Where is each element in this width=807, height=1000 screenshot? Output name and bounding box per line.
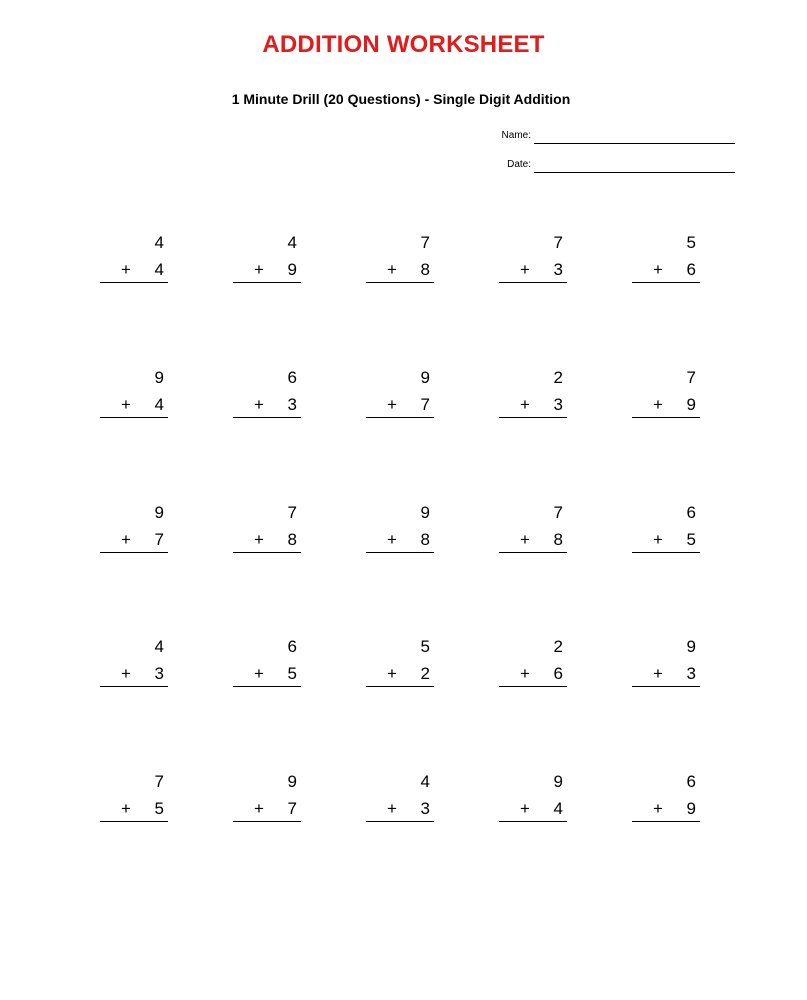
answer-line[interactable] [499,552,567,553]
addition-problem [632,637,700,687]
addition-problem [632,368,700,418]
answer-line[interactable] [499,686,567,687]
name-label: Name: [501,130,531,141]
top-addend: 4 [420,772,430,791]
answer-line[interactable] [366,417,434,418]
bottom-addend: 7 [154,530,164,549]
answer-line[interactable] [366,686,434,687]
top-addend: 9 [154,368,164,387]
bottom-addend: 8 [553,530,563,549]
addition-problem [366,368,434,418]
plus-sign: + [121,799,131,818]
plus-sign: + [520,260,530,279]
addition-problem [100,503,168,553]
bottom-addend: 3 [553,395,563,414]
addition-problem [632,233,700,283]
answer-line[interactable] [100,552,168,553]
addition-problem [366,503,434,553]
top-addend: 5 [420,637,430,656]
bottom-addend: 3 [686,664,696,683]
plus-sign: + [254,530,264,549]
addition-problem [366,637,434,687]
top-addend: 7 [553,503,563,522]
answer-line[interactable] [100,686,168,687]
bottom-addend: 4 [154,260,164,279]
plus-sign: + [520,530,530,549]
answer-line[interactable] [233,821,301,822]
bottom-addend: 7 [420,395,430,414]
top-addend: 7 [553,233,563,252]
plus-sign: + [520,664,530,683]
addition-problem [100,368,168,418]
worksheet-title: ADDITION WORKSHEET [262,31,545,58]
answer-line[interactable] [499,282,567,283]
plus-sign: + [121,530,131,549]
date-field[interactable] [470,157,735,177]
top-addend: 9 [420,503,430,522]
plus-sign: + [121,664,131,683]
answer-line[interactable] [233,282,301,283]
date-writing-line[interactable] [534,172,735,173]
plus-sign: + [254,395,264,414]
addition-problem [366,233,434,283]
addition-problem [499,368,567,418]
top-addend: 9 [686,637,696,656]
name-writing-line[interactable] [534,143,735,144]
addition-problem [100,233,168,283]
bottom-addend: 3 [154,664,164,683]
addition-problem [100,772,168,822]
plus-sign: + [121,260,131,279]
bottom-addend: 7 [287,799,297,818]
bottom-addend: 5 [287,664,297,683]
answer-line[interactable] [233,417,301,418]
addition-problem [499,503,567,553]
addition-problem [366,772,434,822]
plus-sign: + [653,395,663,414]
top-addend: 6 [287,637,297,656]
addition-problem [233,637,301,687]
plus-sign: + [653,530,663,549]
top-addend: 9 [553,772,563,791]
top-addend: 4 [154,233,164,252]
answer-line[interactable] [499,821,567,822]
plus-sign: + [520,395,530,414]
answer-line[interactable] [233,552,301,553]
top-addend: 7 [154,772,164,791]
answer-line[interactable] [632,686,700,687]
top-addend: 5 [686,233,696,252]
answer-line[interactable] [100,417,168,418]
bottom-addend: 8 [287,530,297,549]
bottom-addend: 3 [287,395,297,414]
addition-problem [233,368,301,418]
top-addend: 6 [686,503,696,522]
answer-line[interactable] [632,282,700,283]
answer-line[interactable] [100,282,168,283]
plus-sign: + [254,664,264,683]
top-addend: 9 [287,772,297,791]
top-addend: 6 [287,368,297,387]
answer-line[interactable] [366,282,434,283]
addition-problem [499,233,567,283]
plus-sign: + [387,530,397,549]
answer-line[interactable] [632,821,700,822]
addition-problem [499,637,567,687]
answer-line[interactable] [233,686,301,687]
bottom-addend: 4 [154,395,164,414]
answer-line[interactable] [366,552,434,553]
bottom-addend: 2 [420,664,430,683]
worksheet-subtitle: 1 Minute Drill (20 Questions) - Single Digit Addition [231,91,571,107]
addition-problem [632,772,700,822]
date-label: Date: [507,159,531,170]
name-field[interactable] [470,128,735,148]
top-addend: 7 [420,233,430,252]
bottom-addend: 4 [553,799,563,818]
plus-sign: + [520,799,530,818]
top-addend: 6 [686,772,696,791]
plus-sign: + [387,664,397,683]
plus-sign: + [121,395,131,414]
bottom-addend: 9 [686,395,696,414]
top-addend: 7 [287,503,297,522]
bottom-addend: 5 [686,530,696,549]
addition-problem [233,772,301,822]
addition-problem [233,503,301,553]
bottom-addend: 9 [287,260,297,279]
top-addend: 2 [553,637,563,656]
plus-sign: + [653,664,663,683]
addition-problem [233,233,301,283]
bottom-addend: 8 [420,530,430,549]
top-addend: 2 [553,368,563,387]
top-addend: 4 [287,233,297,252]
addition-problem [632,503,700,553]
plus-sign: + [653,260,663,279]
bottom-addend: 9 [686,799,696,818]
bottom-addend: 3 [420,799,430,818]
bottom-addend: 3 [553,260,563,279]
answer-line[interactable] [632,417,700,418]
bottom-addend: 8 [420,260,430,279]
bottom-addend: 5 [154,799,164,818]
plus-sign: + [387,260,397,279]
answer-line[interactable] [366,821,434,822]
answer-line[interactable] [632,552,700,553]
top-addend: 9 [154,503,164,522]
plus-sign: + [387,799,397,818]
plus-sign: + [653,799,663,818]
answer-line[interactable] [499,417,567,418]
plus-sign: + [387,395,397,414]
bottom-addend: 6 [686,260,696,279]
answer-line[interactable] [100,821,168,822]
plus-sign: + [254,260,264,279]
top-addend: 7 [686,368,696,387]
bottom-addend: 6 [553,664,563,683]
top-addend: 9 [420,368,430,387]
top-addend: 4 [154,637,164,656]
addition-problem [499,772,567,822]
plus-sign: + [254,799,264,818]
addition-problem [100,637,168,687]
